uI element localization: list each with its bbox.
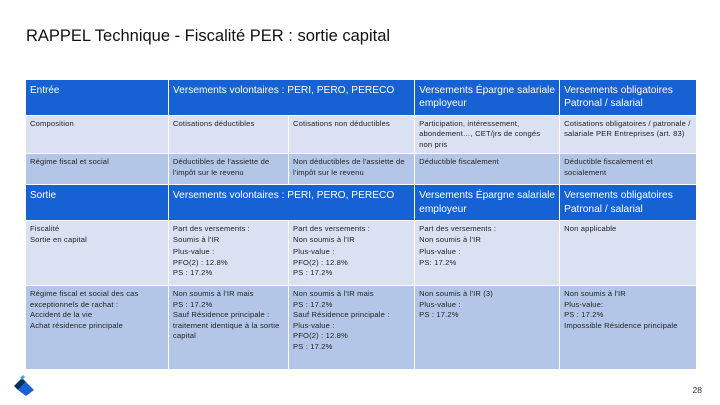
- cell-line: Plus-value :: [172, 247, 215, 257]
- fiscalite-label-line: Fiscalité: [30, 223, 60, 233]
- fiscalite-label: [26, 220, 169, 285]
- cell-line: Sauf Résidence principale :: [293, 310, 390, 320]
- entree-epargne-header: Versements Épargne salariale employeur: [415, 80, 560, 116]
- cell-line: Plus-value :: [419, 299, 461, 309]
- cell-line: Plus-value:: [564, 299, 604, 309]
- sortie-header-row: [26, 185, 697, 221]
- cell-line: Plus-value :: [419, 247, 461, 257]
- sortie-volontaires-header: Versements volontaires : PERI, PERO, PERECO: [168, 185, 414, 221]
- exceptionnels-label-line: Accident de la vie: [30, 310, 93, 320]
- cell-line: PS : 17.2%: [172, 268, 213, 278]
- fiscalite-cot-deductibles: [168, 220, 288, 285]
- composition-cot-deductibles: Cotisations déductibles: [168, 115, 288, 154]
- fiscalite-table: [25, 79, 697, 370]
- regime-obligatoires: Déductible fiscalement et socialement: [560, 154, 697, 185]
- entree-volontaires-header: Versements volontaires : PERI, PERO, PERECO: [168, 80, 414, 116]
- exceptionnels-row: [26, 285, 697, 369]
- cell-line: Non soumis à l'IR: [293, 234, 355, 244]
- composition-obligatoires: Cotisations obligatoires / patronale / salariale PER Entreprises (art. 83): [560, 115, 697, 154]
- regime-row: [26, 154, 697, 185]
- regime-label: Régime fiscal et social: [26, 154, 169, 185]
- exceptionnels-label-line: Achat résidence principale: [30, 320, 123, 330]
- entree-label: Entrée: [26, 80, 169, 116]
- composition-label: Composition: [26, 115, 169, 154]
- regime-epargne: Déductible fiscalement: [415, 154, 560, 185]
- page-number: 28: [692, 385, 702, 395]
- cell-line: Part des versements :: [172, 223, 250, 233]
- cell-line: PFO(2) : 12.8%: [293, 331, 348, 341]
- composition-row: [26, 115, 697, 154]
- cell-line: Part des versements :: [293, 223, 371, 233]
- cell-line: Impossible Résidence principale: [564, 320, 678, 330]
- regime-deductibles: Déductibles de l'assiette de l'impôt sur le revenu: [168, 154, 288, 185]
- exceptionnels-obligatoires: [560, 285, 697, 369]
- cell-line: Non soumis à l'IR: [419, 234, 481, 244]
- company-logo: [12, 372, 36, 396]
- cell-line: PFO(2) : 12.8%: [172, 257, 228, 267]
- cell-line: Sauf Résidence principale : traitement identique à la sortie capital: [172, 310, 280, 341]
- regime-non-deductibles: Non déductibles de l'assiette de l'impôt sur le revenu: [289, 154, 415, 185]
- cell-line: Non soumis à l'IR mais: [172, 288, 254, 298]
- slide-title: RAPPEL Technique - Fiscalité PER : sortie capital: [26, 27, 391, 45]
- entree-header-row: [26, 80, 697, 116]
- cell-line: Plus-value :: [293, 247, 335, 257]
- cell-line: Non soumis à l'IR mais: [293, 288, 374, 298]
- exceptionnels-label-line: Régime fiscal et social des cas exceptionnels de rachat :: [30, 288, 139, 309]
- fiscalite-row: [26, 220, 697, 285]
- cell-line: PS: 17.2%: [419, 257, 457, 267]
- exceptionnels-cot-non-deductibles: [289, 285, 415, 369]
- exceptionnels-epargne: [415, 285, 560, 369]
- exceptionnels-cot-deductibles: [168, 285, 288, 369]
- exceptionnels-label: [26, 285, 169, 369]
- fiscalite-label-line: Sortie en capital: [30, 234, 88, 244]
- cell-line: PFO(2) : 12.8%: [293, 257, 348, 267]
- fiscalite-obligatoires: Non applicable: [560, 220, 697, 285]
- cell-line: PS : 17.2%: [419, 310, 459, 320]
- cell-line: Plus-value :: [293, 320, 335, 330]
- sortie-label: Sortie: [26, 185, 169, 221]
- composition-cot-non-deductibles: Cotisations non déductibles: [289, 115, 415, 154]
- composition-epargne: Participation, intéressement, abondement…, CET/jrs de congés non pris: [415, 115, 560, 154]
- cell-line: PS : 17.2%: [293, 299, 333, 309]
- sortie-epargne-header: Versements Épargne salariale employeur: [415, 185, 560, 221]
- cell-line: Non soumis à l'IR (3): [419, 288, 493, 298]
- cell-line: Non soumis à l'IR: [564, 288, 626, 298]
- cell-line: Soumis à l'IR: [172, 234, 220, 244]
- cell-line: Part des versements :: [419, 223, 497, 233]
- cell-line: PS : 17.2%: [293, 342, 333, 351]
- entree-obligatoires-header: Versements obligatoires Patronal / salarial: [560, 80, 697, 116]
- sortie-obligatoires-header: Versements obligatoires Patronal / salarial: [560, 185, 697, 221]
- cell-line: PS : 17.2%: [172, 299, 213, 309]
- fiscalite-cot-non-deductibles: [289, 220, 415, 285]
- cell-line: PS : 17.2%: [564, 310, 604, 320]
- cell-line: PS : 17.2%: [293, 268, 333, 278]
- fiscalite-epargne: [415, 220, 560, 285]
